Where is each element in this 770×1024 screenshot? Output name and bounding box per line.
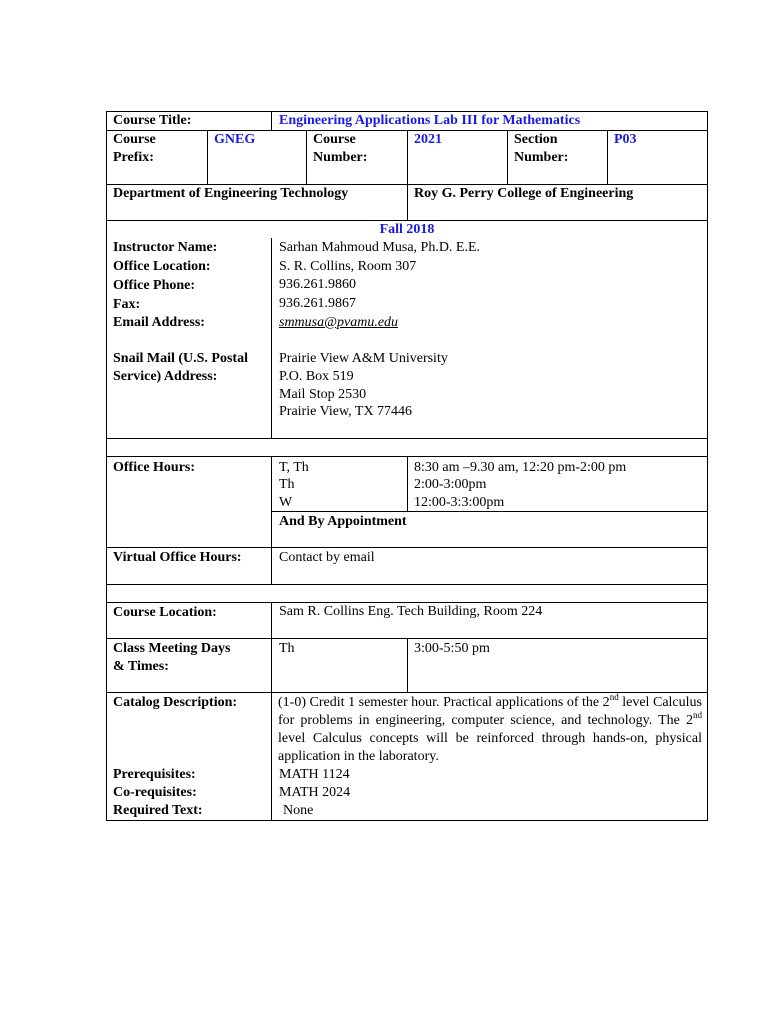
prerequisites-label: Prerequisites: xyxy=(113,767,196,782)
instructor-name-label: Instructor Name: xyxy=(113,240,218,255)
office-hours-day: Th xyxy=(279,477,295,492)
catalog-description-text: (1-0) Credit 1 semester hour. Practical applications of the 2nd level Calculus for problems in engineering, computer science, and technology. The 2nd level Calculus concepts will be reinforced through hands-on, physical application in the laboratory. xyxy=(278,692,702,764)
email-link[interactable]: smmusa@pvamu.edu xyxy=(279,315,399,330)
office-hours-day: W xyxy=(279,495,293,510)
mail-line: Prairie View, TX 77446 xyxy=(279,404,413,419)
table-border-right xyxy=(707,111,708,821)
college: Roy G. Perry College of Engineering xyxy=(414,186,634,201)
row-divider xyxy=(106,584,708,585)
term: Fall 2018 xyxy=(379,222,435,237)
col-divider xyxy=(407,130,408,184)
course-prefix-value: GNEG xyxy=(214,132,256,147)
virtual-office-label: Virtual Office Hours: xyxy=(113,550,242,565)
mail-line: Mail Stop 2530 xyxy=(279,387,367,402)
office-location-value: S. R. Collins, Room 307 xyxy=(279,259,417,274)
catalog-description-label: Catalog Description: xyxy=(113,695,238,710)
required-text-label: Required Text: xyxy=(113,803,203,818)
course-location-label: Course Location: xyxy=(113,605,217,620)
mail-line: P.O. Box 519 xyxy=(279,369,354,384)
section-label: Number: xyxy=(514,150,569,165)
col-divider xyxy=(306,130,307,184)
instructor-name-value: Sarhan Mahmoud Musa, Ph.D. E.E. xyxy=(279,240,481,255)
meeting-day: Th xyxy=(279,641,295,656)
corequisites-value: MATH 2024 xyxy=(279,785,351,800)
course-title-label: Course Title: xyxy=(113,113,192,128)
course-location-value: Sam R. Collins Eng. Tech Building, Room 224 xyxy=(279,604,543,619)
course-title-value: Engineering Applications Lab III for Mathematics xyxy=(279,113,581,128)
col-divider xyxy=(507,130,508,184)
meeting-label: Class Meeting Days xyxy=(113,641,231,656)
course-number-value: 2021 xyxy=(414,132,442,147)
office-hours-time: 8:30 am –9.30 am, 12:20 pm-2:00 pm xyxy=(414,460,627,475)
prerequisites-value: MATH 1124 xyxy=(279,767,350,782)
col-divider xyxy=(607,130,608,184)
mail-label: Snail Mail (U.S. Postal xyxy=(113,351,248,366)
row-divider xyxy=(106,547,708,548)
course-prefix-label: Course xyxy=(113,132,156,147)
office-hours-time: 12:00-3:3:00pm xyxy=(414,495,505,510)
col-divider xyxy=(407,456,408,511)
office-hours-time: 2:00-3:00pm xyxy=(414,477,487,492)
required-text-value: None xyxy=(283,803,314,818)
section-label: Section xyxy=(514,132,558,147)
course-number-label: Course xyxy=(313,132,356,147)
office-location-label: Office Location: xyxy=(113,259,211,274)
col-divider xyxy=(271,456,272,584)
corequisites-label: Co-requisites: xyxy=(113,785,197,800)
course-number-label: Number: xyxy=(313,150,368,165)
table-border-bottom xyxy=(106,820,708,821)
meeting-time: 3:00-5:50 pm xyxy=(414,641,490,656)
section-value: P03 xyxy=(614,132,637,147)
col-divider xyxy=(407,638,408,692)
col-divider xyxy=(207,130,208,184)
col-divider xyxy=(271,238,272,438)
fax-value: 936.261.9867 xyxy=(279,296,356,311)
department: Department of Engineering Technology xyxy=(113,186,349,201)
virtual-office-value: Contact by email xyxy=(279,550,375,565)
mail-label: Service) Address: xyxy=(113,369,218,384)
meeting-label: & Times: xyxy=(113,659,169,674)
fax-label: Fax: xyxy=(113,297,141,312)
col-divider xyxy=(271,111,272,130)
row-divider xyxy=(106,438,708,439)
appointment-note: And By Appointment xyxy=(279,514,407,529)
mail-line: Prairie View A&M University xyxy=(279,351,448,366)
course-prefix-label: Prefix: xyxy=(113,150,154,165)
office-hours-label: Office Hours: xyxy=(113,460,196,475)
office-phone-value: 936.261.9860 xyxy=(279,277,356,292)
table-border-left xyxy=(106,111,107,821)
office-hours-day: T, Th xyxy=(279,460,309,475)
col-divider xyxy=(407,184,408,220)
office-phone-label: Office Phone: xyxy=(113,278,196,293)
email-label: Email Address: xyxy=(113,315,205,330)
col-divider xyxy=(271,602,272,821)
